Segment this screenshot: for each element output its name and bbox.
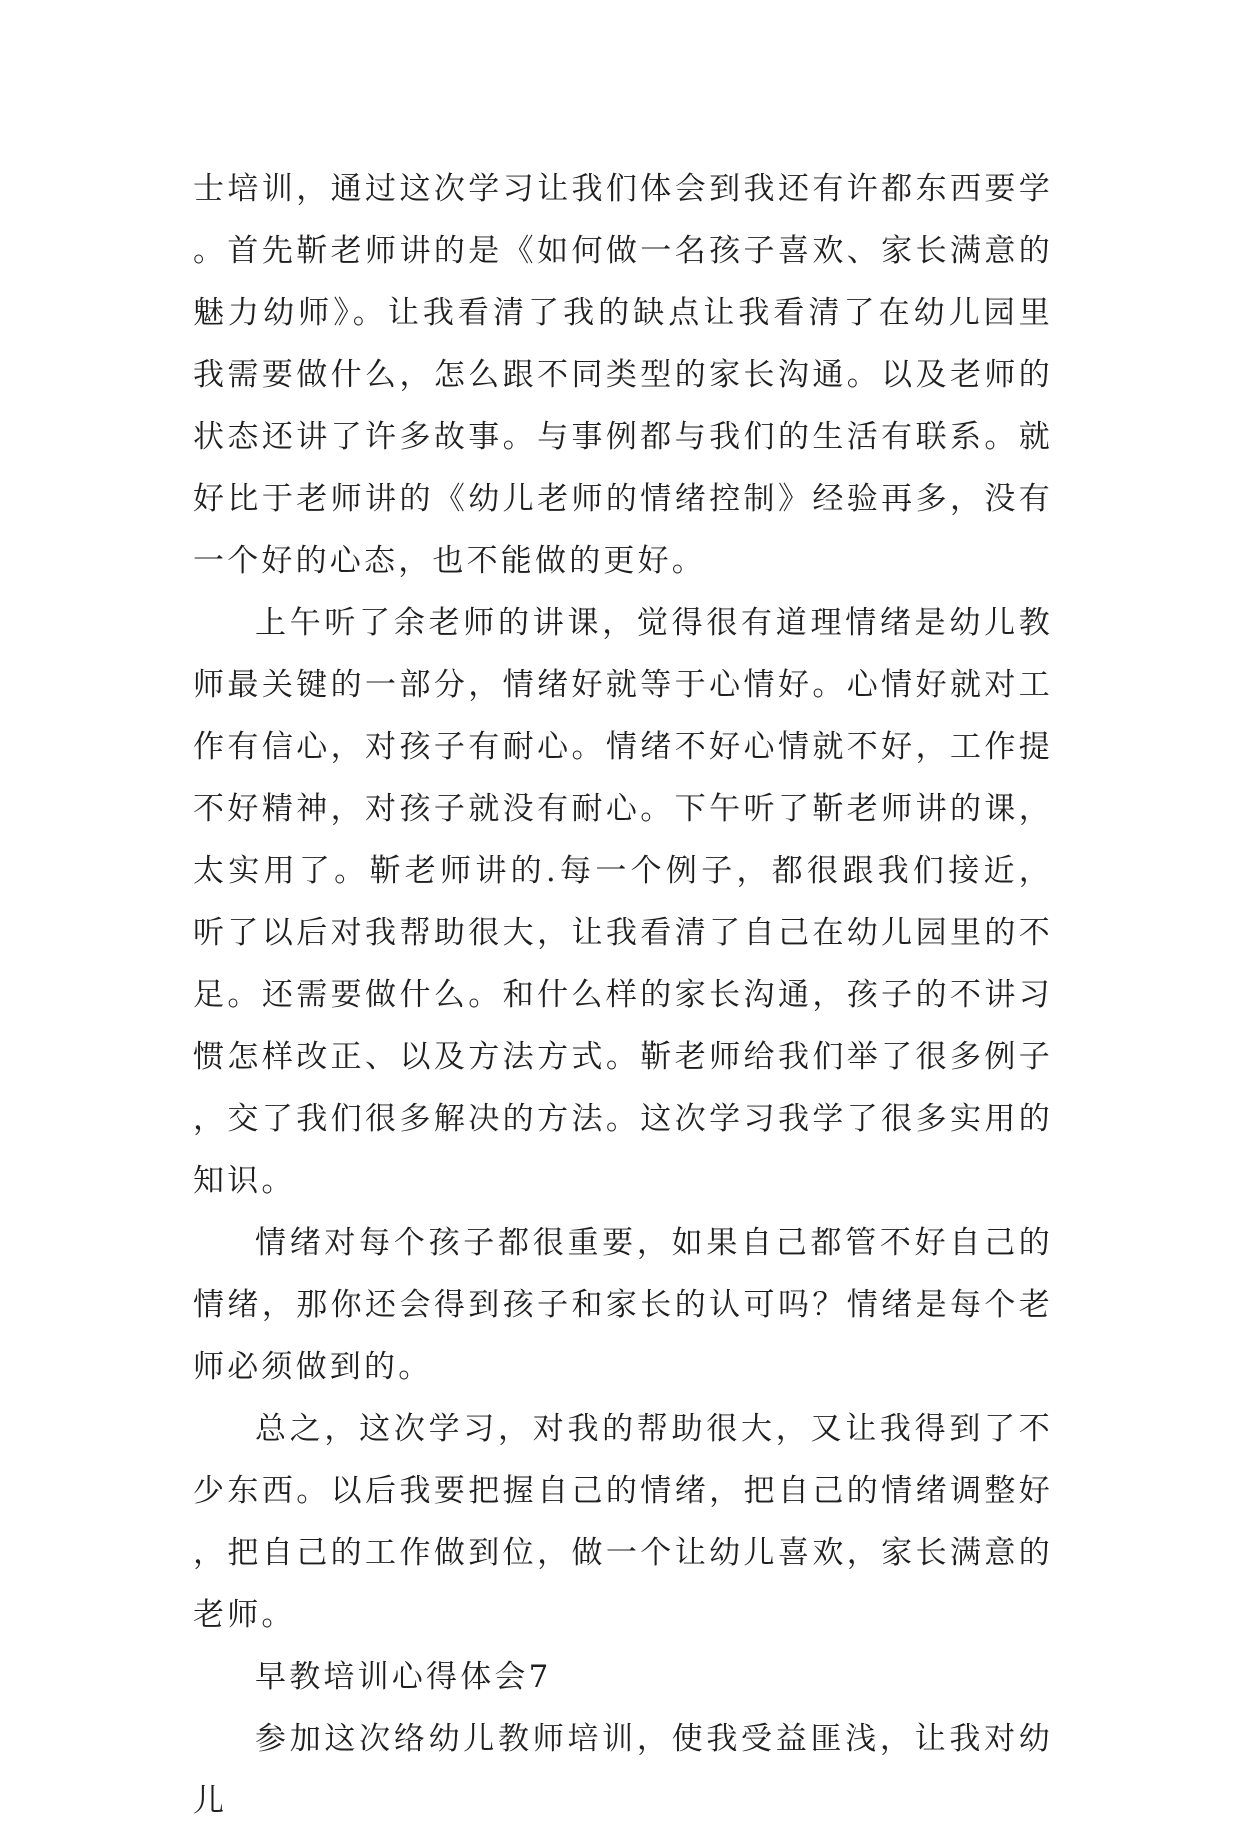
paragraph-4: 总之，这次学习，对我的帮助很大，又让我得到了不少东西。以后我要把握自己的情绪，把自己的情绪调整好，把自己的工作做到位，做一个让幼儿喜欢，家长满意的老师。 [193, 1411, 1053, 1633]
paragraph-1: 士培训，通过这次学习让我们体会到我还有许都东西要学。首先靳老师讲的是《如何做一名孩子喜欢、家长满意的魅力幼师》。让我看清了我的缺点让我看清了在幼儿园里我需要做什么，怎么跟不同类型的家长沟通。以及老师的状态还讲了许多故事。与事例都与我们的生活有联系。就好比于老师讲的《幼儿老师的情绪控制》经验再多，没有一个好的心态，也不能做的更好。 [193, 171, 1053, 579]
paragraph-3: 情绪对每个孩子都很重要，如果自己都管不好自己的情绪，那你还会得到孩子和家长的认可吗？情绪是每个老师必须做到的。 [193, 1225, 1053, 1385]
section-heading: 早教培训心得体会7 [255, 1659, 552, 1695]
document-body [193, 158, 1053, 1832]
paragraph-5: 参加这次络幼儿教师培训，使我受益匪浅，让我对幼儿 [193, 1721, 1053, 1819]
paragraph-2: 上午听了余老师的讲课，觉得很有道理情绪是幼儿教师最关键的一部分，情绪好就等于心情好。心情好就对工作有信心，对孩子有耐心。情绪不好心情就不好，工作提不好精神，对孩子就没有耐心。下午听了靳老师讲的课，太实用了。靳老师讲的.每一个例子，都很跟我们接近，听了以后对我帮助很大，让我看清了自己在幼儿园里的不足。还需要做什么。和什么样的家长沟通，孩子的不讲习惯怎样改正、以及方法方式。靳老师给我们举了很多例子，交了我们很多解决的方法。这次学习我学了很多实用的知识。 [193, 605, 1053, 1199]
